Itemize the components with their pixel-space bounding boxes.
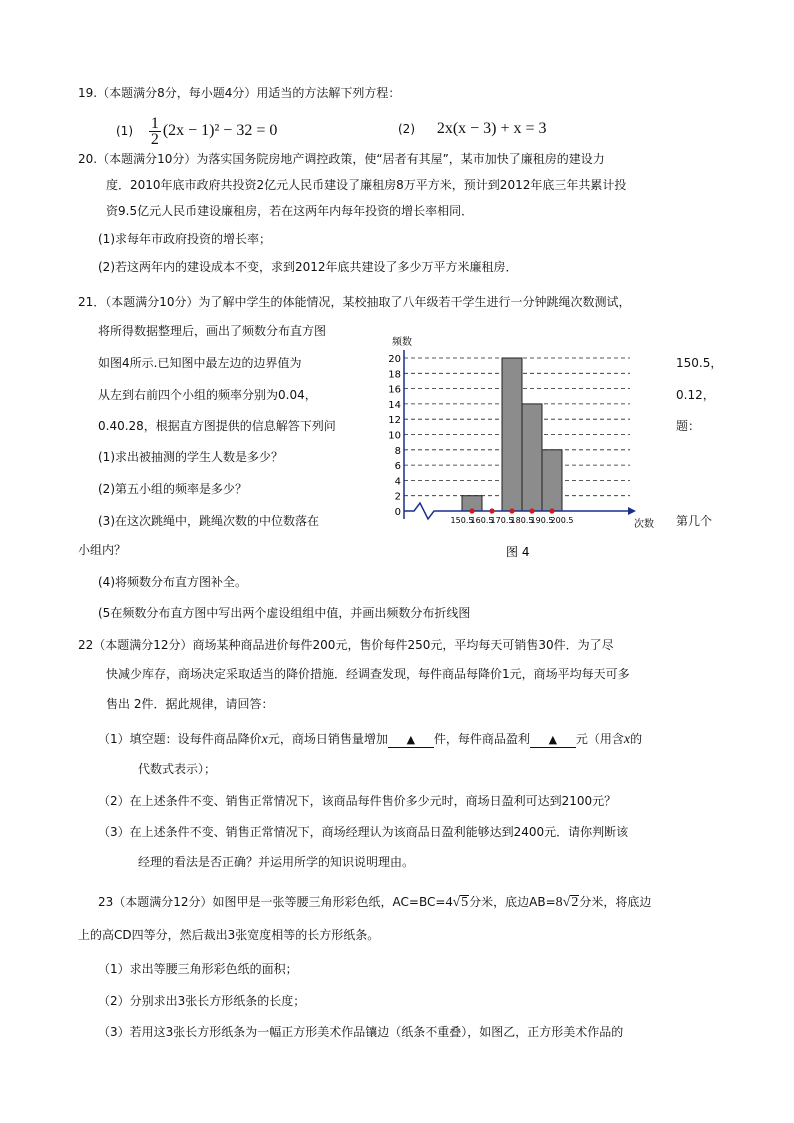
q21-line5a: 0.40.28，根据直方图提供的信息解答下列问: [98, 419, 336, 433]
q23-ac-rad: 5: [461, 895, 469, 910]
q21-sub1: (1)求出被抽测的学生人数是多少？: [98, 450, 283, 464]
y-tick-label: 20: [388, 354, 401, 365]
q22-var-x: x: [261, 732, 268, 747]
q21-line3a: 如图4所示.已知图中最左边的边界值为: [98, 356, 302, 370]
q22-sub1-e: 的: [630, 732, 643, 746]
q23-line1-c: 分米，将底边: [579, 895, 652, 909]
q22-sub3b: 经理的看法是否正确？并运用所学的知识说明理由。: [138, 855, 415, 869]
bin-midpoint-marker: [489, 508, 494, 513]
q22-var-x2: x: [623, 732, 631, 747]
q22-sub1-f: 代数式表示）；: [138, 762, 217, 776]
y-tick-label: 4: [394, 476, 401, 488]
x-tick-label: 200.5: [550, 516, 574, 525]
q23-line2: 上的高CD四等分，然后裁出3张宽度相等的长方形纸条。: [78, 928, 380, 942]
x-tick-label: 160.5: [470, 516, 494, 525]
q23-ac-value: 4√5: [445, 895, 469, 910]
bin-midpoint-marker: [549, 508, 554, 513]
q23-line1-a: 23（本题满分12分）如图甲是一张等腰三角形彩色纸，AC=BC=: [98, 895, 446, 909]
q22-sub1-d: 元（用含: [575, 732, 624, 746]
q23-ab-value: 8√2: [555, 895, 579, 910]
q23-sub3: （3）若用这3张长方形纸条为一幅正方形美术作品镶边（纸条不重叠），如图乙，正方形美术作品的: [98, 1025, 624, 1039]
q19-frac-den: 2: [150, 131, 159, 148]
y-tick-label: 6: [394, 461, 401, 473]
q23-sub1: （1）求出等腰三角形彩色纸的面积；: [98, 962, 298, 976]
q19-part2: [398, 116, 547, 142]
q22-line1: 22（本题满分12分）商场某种商品进价每件200元，售价每件250元，平均每天可销售30件．为了尽: [78, 638, 614, 652]
q22-sub1-c: 件，每件商品盈利: [433, 732, 530, 746]
q22-sub3a: （3）在上述条件不变、销售正常情况下，商场经理认为该商品日盈利能够达到2400元．请你判断该: [98, 825, 629, 839]
q20-line2: 度．2010年底市政府共投资2亿元人民币建设了廉租房8万平方米，预计到2012年底三年共累计投: [106, 178, 627, 192]
q20-line1: 20.（本题满分10分）为落实国务院房地产调控政策，使“居者有其屋”，某市加快了廉租房的建设力: [78, 152, 605, 166]
x-tick-label: 170.5: [490, 516, 514, 525]
q23-line1: [98, 891, 651, 914]
chart-ylabel: 频数: [392, 337, 412, 348]
q22-sub1: [98, 730, 642, 749]
y-tick-label: 14: [388, 399, 401, 411]
q21-line4b: 0.12，: [676, 388, 715, 402]
q21-sub3c: 小组内？: [78, 543, 127, 557]
y-tick-label: 2: [394, 491, 401, 503]
y-tick-label: 18: [388, 369, 401, 381]
bin-midpoint-marker: [469, 508, 474, 513]
q19-p2-label: (2): [398, 122, 415, 136]
q21-sub5: (5在频数分布直方图中写出两个虚设组组中值，并画出频数分布折线图: [98, 606, 471, 620]
q21-line3b: 150.5，: [676, 356, 723, 370]
q22-line3: 售出 2件．据此规律，请回答：: [106, 697, 274, 711]
q21-line4a: 从左到右前四个小组的频率分别为0.04，: [98, 388, 317, 402]
q20-line3: 资9.5亿元人民币建设廉租房，若在这两年内每年投资的增长率相同．: [106, 204, 474, 218]
q21-line2: 将所得数据整理后，画出了频数分布直方图: [98, 324, 327, 338]
y-tick-label: 12: [388, 415, 401, 427]
q21-line5b: 题：: [676, 419, 701, 433]
q22-sub1-b: 元，商场日销售量增加: [267, 732, 388, 746]
q19-p1-label: (1): [116, 124, 133, 139]
q21-sub3b: 第几个: [676, 514, 713, 528]
x-axis-arrow: [628, 507, 636, 515]
q19-frac-num: 1: [150, 115, 159, 132]
q22-sub2: （2）在上述条件不变、销售正常情况下，该商品每件售价多少元时，商场日盈利可达到2100元？: [98, 794, 617, 808]
q23-sub2: （2）分别求出3张长方形纸条的长度；: [98, 994, 306, 1008]
bin-midpoint-marker: [509, 508, 514, 513]
x-tick-label: 150.5: [450, 516, 474, 525]
chart-xlabel: 次数: [634, 519, 654, 530]
q23-ac-coef: 4: [445, 895, 453, 910]
y-tick-label: 16: [388, 384, 401, 396]
histogram-bar: [542, 450, 562, 511]
histogram-bar: [522, 404, 542, 511]
q21-line1: 21．（本题满分10分）为了解中学生的体能情况，某校抽取了八年级若干学生进行一分钟跳绳次数测试，: [78, 295, 631, 309]
x-tick-label: 180.5: [510, 516, 534, 525]
q21-sub4: (4)将频数分布直方图补全。: [98, 575, 247, 589]
histogram-figure: [382, 330, 682, 565]
chart-caption: 图 4: [506, 545, 530, 559]
q22-blank-2[interactable]: ▲: [530, 733, 576, 748]
q23-line1-b: 分米，底边AB=: [469, 895, 556, 909]
q19-part1: [116, 116, 277, 147]
q19-header: 19.（本题满分8分，每小题4分）用适当的方法解下列方程：: [78, 86, 401, 100]
q22-blank-1[interactable]: ▲: [388, 733, 434, 748]
chart-x-ticks: [451, 516, 574, 525]
q21-sub3a: (3)在这次跳绳中，跳绳次数的中位数落在: [98, 514, 319, 528]
chart-y-ticks: [388, 354, 401, 518]
y-tick-label: 0: [394, 507, 401, 518]
q19-fraction: [149, 116, 161, 147]
q20-sub1: (1)求每年市政府投资的增长率；: [98, 232, 271, 246]
q23-ab-coef: 8: [555, 895, 563, 910]
q22-sub1-a: （1）填空题：设每件商品降价: [98, 732, 262, 746]
bin-midpoint-marker: [529, 508, 534, 513]
q23-ab-rad: 2: [571, 895, 579, 910]
x-tick-label: 190.5: [530, 516, 554, 525]
histogram-bar: [502, 358, 522, 511]
y-tick-label: 8: [394, 445, 401, 457]
q19-eq2: 2x(x − 3) + x = 3: [436, 120, 547, 137]
y-tick-label: 10: [388, 430, 401, 442]
q20-sub2: (2)若这两年内的建设成本不变，求到2012年底共建设了多少万平方米廉租房．: [98, 260, 518, 274]
q19-eq1: (2x − 1)² − 32 = 0: [162, 122, 278, 140]
q22-line2: 快减少库存，商场决定采取适当的降价措施．经调查发现，每件商品每降价1元，商场平均每天可多: [106, 667, 630, 681]
q21-sub2: (2)第五小组的频率是多少？: [98, 482, 247, 496]
